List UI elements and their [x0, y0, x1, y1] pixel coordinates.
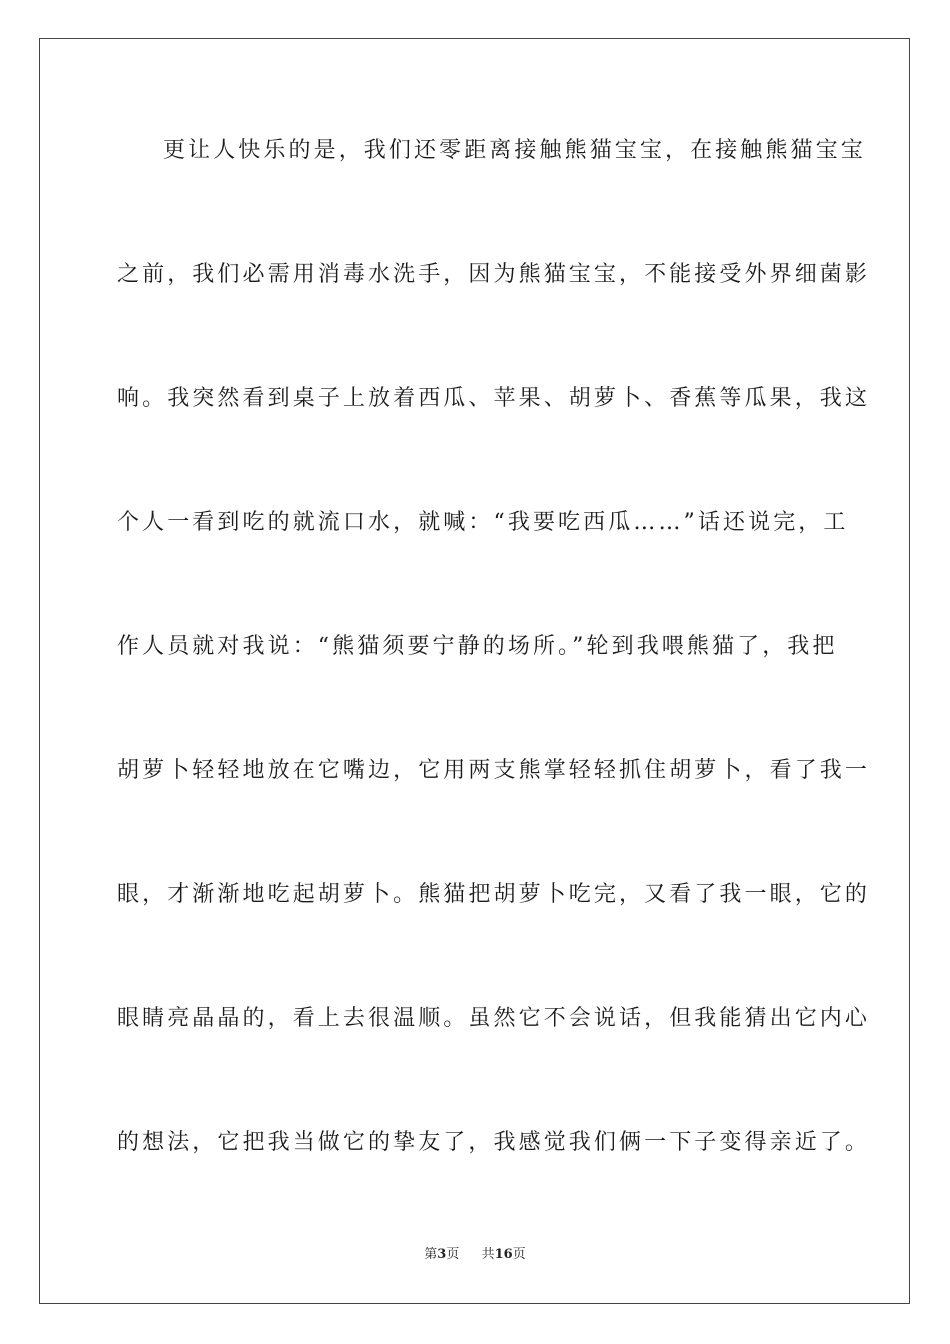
paragraph-line-5: 作人员就对我说：“熊猫须要宁静的场所。”轮到我喂熊猫了，我把: [117, 634, 838, 659]
paragraph-line-6: 胡萝卜轻轻地放在它嘴边，它用两支熊掌轻轻抓住胡萝卜，看了我一: [117, 758, 871, 783]
page-footer: [0, 1246, 950, 1264]
paragraph-line-8: 眼睛亮晶晶的，看上去很温顺。虽然它不会说话，但我能猜出它内心: [117, 1006, 871, 1031]
paragraph-line-4: 个人一看到吃的就流口水，就喊：“我要吃西瓜……”话还说完，工: [117, 510, 849, 535]
paragraph-line-9: 的想法，它把我当做它的挚友了，我感觉我们俩一下子变得亲近了。: [117, 1130, 871, 1155]
paragraph-line-3: 响。我突然看到桌子上放着西瓜、苹果、胡萝卜、香蕉等瓜果，我这: [117, 386, 871, 411]
page-number-label: 第3页: [424, 1247, 460, 1262]
paragraph-line-1: 更让人快乐的是，我们还零距离接触熊猫宝宝，在接触熊猫宝宝: [163, 138, 866, 163]
paragraph-line-2: 之前，我们必需用消毒水洗手，因为熊猫宝宝，不能接受外界细菌影: [117, 262, 871, 287]
page-border: [39, 38, 910, 1304]
total-pages-label: 共16页: [481, 1247, 526, 1262]
paragraph-line-7: 眼，才渐渐地吃起胡萝卜。熊猫把胡萝卜吃完，又看了我一眼，它的: [117, 882, 871, 907]
